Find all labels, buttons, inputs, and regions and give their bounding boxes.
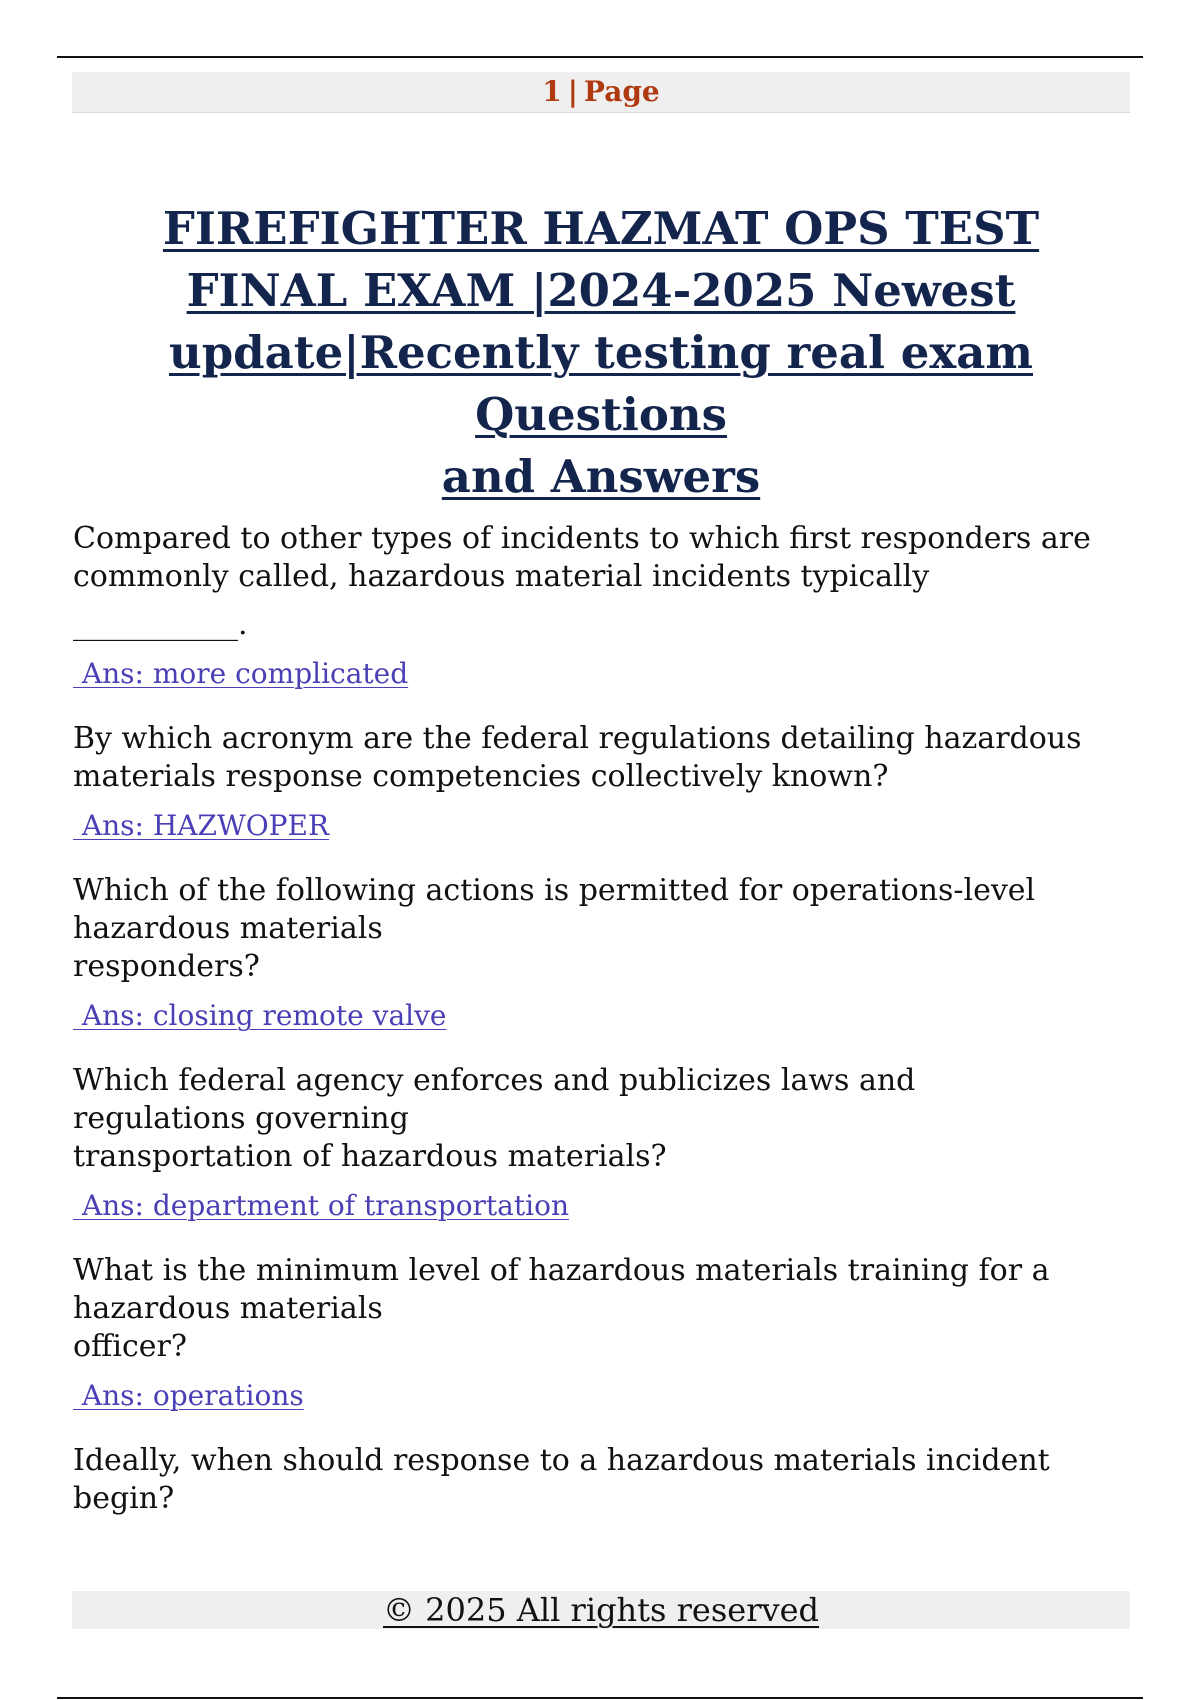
question-text: Which of the following actions is permitted for operations-level hazardous materials responders? <box>73 873 1036 984</box>
document-title <box>72 198 1130 508</box>
answer-link[interactable]: Ans: HAZWOPER <box>73 809 330 842</box>
page-separator: | <box>567 75 578 108</box>
question-text: Compared to other types of incidents to which first responders are commonly called, hazardous material incidents typically <box>73 521 1091 594</box>
qa-item-1 <box>73 520 1133 720</box>
copyright-text: © 2025 All rights reserved <box>383 1591 819 1629</box>
title-line-4: and Answers <box>441 450 761 503</box>
question-blank: ___________. <box>73 607 248 642</box>
question-text: What is the minimum level of hazardous materials training for a hazardous materials officer? <box>73 1253 1050 1364</box>
qa-item-3 <box>73 872 1133 1062</box>
answer-link[interactable]: Ans: department of transportation <box>73 1189 569 1222</box>
top-rule <box>57 56 1143 58</box>
qa-item-2 <box>73 720 1133 872</box>
qa-item-5 <box>73 1252 1133 1442</box>
answer-link[interactable]: Ans: more complicated <box>73 657 409 690</box>
page-label: Page <box>583 75 660 108</box>
title-line-1: FIREFIGHTER HAZMAT OPS TEST <box>162 202 1040 255</box>
question-text: Which federal agency enforces and publicizes laws and regulations governing transportation of hazardous materials? <box>73 1063 916 1174</box>
page-header <box>72 72 1130 113</box>
answer-link[interactable]: Ans: closing remote valve <box>73 999 447 1032</box>
bottom-rule <box>57 1697 1143 1699</box>
question-list <box>73 520 1133 1518</box>
qa-item-4 <box>73 1062 1133 1252</box>
title-line-2: FINAL EXAM |2024-2025 Newest <box>186 264 1016 317</box>
qa-item-6 <box>73 1442 1133 1518</box>
answer-link[interactable]: Ans: operations <box>73 1379 304 1412</box>
question-text: Ideally, when should response to a hazardous materials incident begin? <box>73 1443 1050 1516</box>
page-footer <box>72 1591 1130 1629</box>
question-text: By which acronym are the federal regulations detailing hazardous materials response competencies collectively known? <box>73 721 1082 794</box>
title-line-3: update|Recently testing real exam Questions <box>168 326 1034 441</box>
page-number: 1 <box>542 75 562 108</box>
